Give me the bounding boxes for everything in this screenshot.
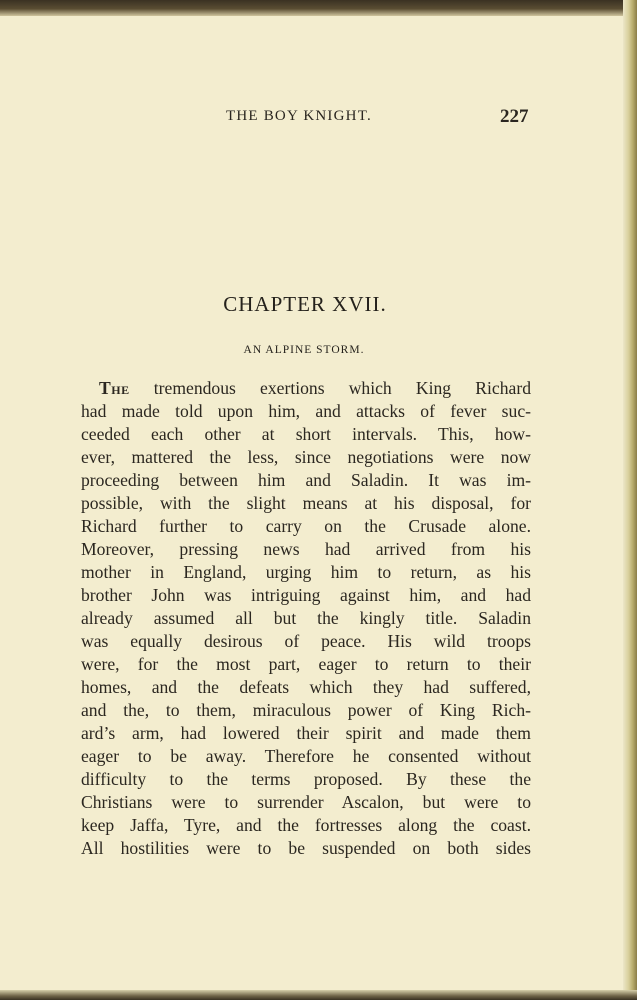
chapter-number: CHAPTER XVII. [223, 292, 387, 316]
body-line: brother John was intriguing against him, and had [81, 585, 531, 605]
body-line: homes, and the defeats which they had suffered, [81, 677, 531, 697]
running-head [0, 108, 637, 130]
body-line: were, for the most part, eager to return to their [81, 654, 531, 674]
running-head-title: THE BOY KNIGHT. [226, 108, 372, 124]
body-line: Richard further to carry on the Crusade alone. [81, 516, 531, 536]
page-bottom-edge [0, 990, 637, 1000]
body-line: difficulty to the terms proposed. By these the [81, 769, 531, 789]
page-right-edge [623, 0, 637, 1000]
body-line [81, 377, 531, 400]
body-line: eager to be away. Therefore he consented without [81, 746, 531, 766]
body-line: was equally desirous of peace. His wild troops [81, 631, 531, 651]
chapter-title: AN ALPINE STORM. [243, 344, 365, 356]
body-line: proceeding between him and Saladin. It was im- [81, 470, 531, 490]
body-line: possible, with the slight means at his disposal, for [81, 493, 531, 513]
body-line: ceeded each other at short intervals. This, how- [81, 424, 531, 444]
body-line: ever, mattered the less, since negotiations were now [81, 447, 531, 467]
body-line: mother in England, urging him to return, as his [81, 562, 531, 582]
body-line-text: tremendous exertions which King Richard [129, 378, 531, 398]
body-line: Christians were to surrender Ascalon, but were to [81, 792, 531, 812]
body-line: and the, to them, miraculous power of King Rich- [81, 700, 531, 720]
body-line: Moreover, pressing news had arrived from his [81, 539, 531, 559]
page-number: 227 [500, 106, 529, 127]
chapter-body [81, 377, 531, 860]
body-line: already assumed all but the kingly title. Saladin [81, 608, 531, 628]
page-top-edge [0, 0, 637, 16]
body-line: All hostilities were to be suspended on both sides [81, 838, 531, 858]
lead-word: The [99, 378, 130, 398]
body-line: keep Jaffa, Tyre, and the fortresses along the coast. [81, 815, 531, 835]
body-line: ard’s arm, had lowered their spirit and made them [81, 723, 531, 743]
body-line: had made told upon him, and attacks of fever suc- [81, 401, 531, 421]
